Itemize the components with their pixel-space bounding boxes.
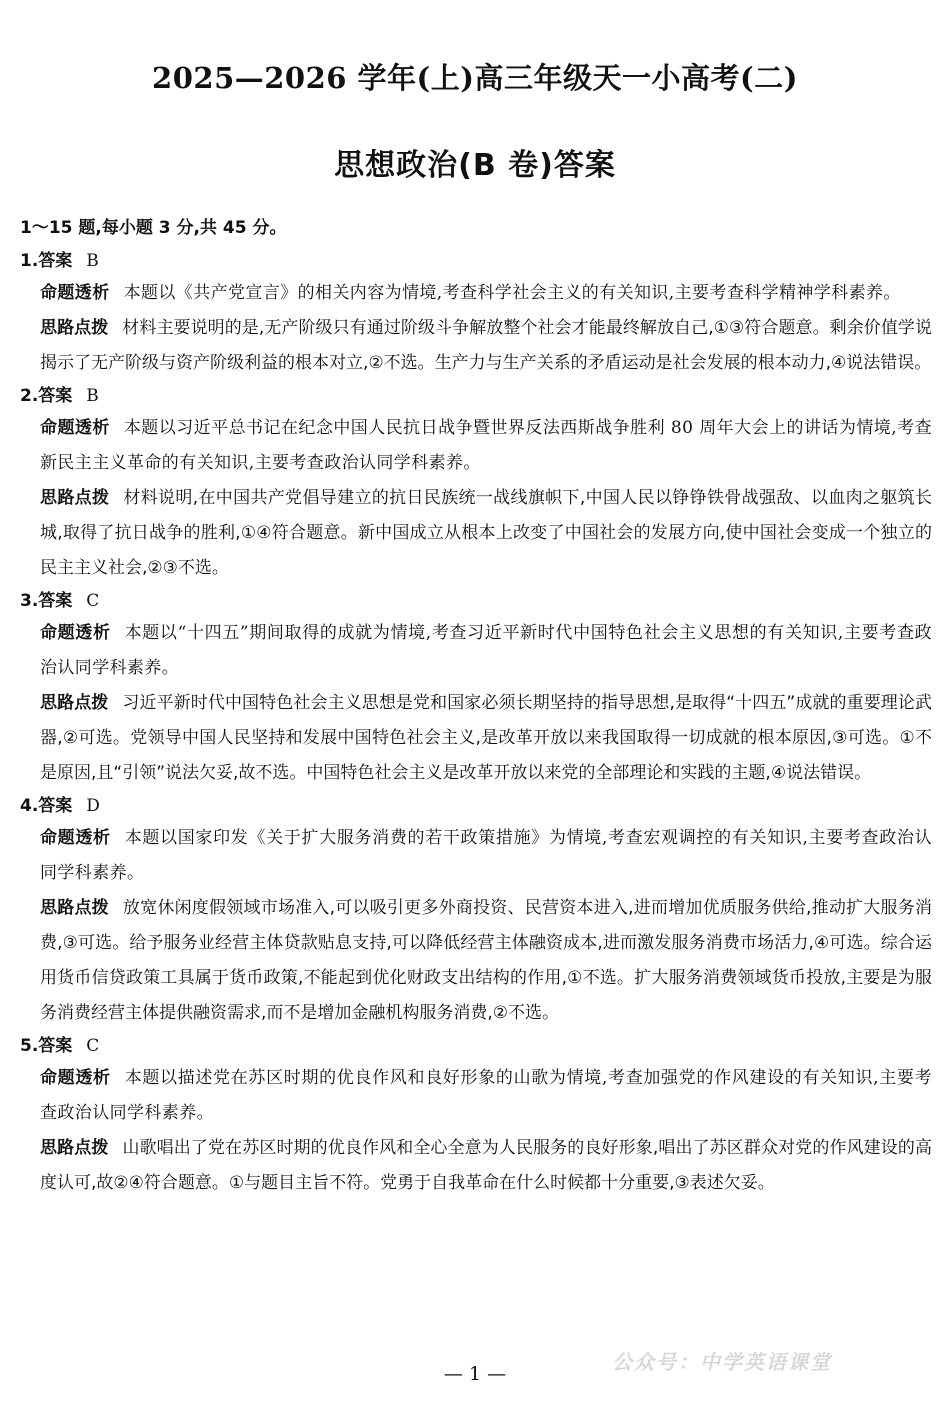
question-number: 2. bbox=[20, 386, 39, 406]
intent-label: 命题透析 bbox=[40, 828, 111, 848]
answer-value: C bbox=[86, 1036, 100, 1056]
analysis-block bbox=[40, 1131, 932, 1201]
analysis-block bbox=[40, 311, 932, 381]
question-item bbox=[20, 1031, 932, 1201]
scoring-intro: 1～15 题,每小题 3 分,共 45 分。 bbox=[20, 218, 287, 238]
analysis-label: 思路点拨 bbox=[40, 693, 109, 713]
analysis-text: 放宽休闲度假领域市场准入,可以吸引更多外商投资、民营资本进入,进而增加优质服务供给,推动扩大服务消费,③可选。给予服务业经营主体贷款贴息支持,可以降低经营主体融资成本,进而激发服务消费市场活力,④可选。综合运用货币信贷政策工具属于货币政策,不能起到优化财政支出结构的作用,①不选。扩大服务消费领域货币投放,主要是为服务消费经营主体提供融资需求,而不是增加金融机构服务消费,②不选。 bbox=[40, 898, 932, 1023]
question-item bbox=[20, 586, 932, 791]
question-item bbox=[20, 246, 932, 381]
exam-title: 2025—2026 学年(上)高三年级天一小高考(二) bbox=[152, 61, 798, 95]
intent-text: 本题以习近平总书记在纪念中国人民抗日战争暨世界反法西斯战争胜利 80 周年大会上的讲话为情境,考查新民主主义革命的有关知识,主要考查政治认同学科素养。 bbox=[40, 418, 932, 473]
analysis-block bbox=[40, 481, 932, 586]
question-number: 3. bbox=[20, 591, 39, 611]
intent-text: 本题以国家印发《关于扩大服务消费的若干政策措施》为情境,考查宏观调控的有关知识,主要考查政治认同学科素养。 bbox=[40, 828, 932, 883]
answer-label: 答案 bbox=[38, 1036, 73, 1056]
intent-block bbox=[40, 276, 932, 311]
analysis-text: 习近平新时代中国特色社会主义思想是党和国家必须长期坚持的指导思想,是取得“十四五”成就的重要理论武器,②可选。党领导中国人民坚持和发展中国特色社会主义,是改革开放以来我国取得一切成就的根本原因,③可选。①不是原因,且“引领”说法欠妥,故不选。中国特色社会主义是改革开放以来党的全部理论和实践的主题,④说法错误。 bbox=[40, 693, 932, 783]
intent-label: 命题透析 bbox=[40, 623, 111, 643]
analysis-label: 思路点拨 bbox=[40, 488, 110, 508]
intent-block bbox=[40, 411, 932, 481]
analysis-text: 材料主要说明的是,无产阶级只有通过阶级斗争解放整个社会才能最终解放自己,①③符合题意。剩余价值学说揭示了无产阶级与资产阶级利益的根本对立,②不选。生产力与生产关系的矛盾运动是社会发展的根本动力,④说法错误。 bbox=[40, 318, 933, 373]
answer-label: 答案 bbox=[38, 386, 73, 406]
page-number: — 1 — bbox=[443, 1363, 507, 1385]
question-number: 1. bbox=[20, 251, 39, 271]
intent-label: 命题透析 bbox=[40, 283, 110, 303]
question-header bbox=[20, 586, 932, 616]
answer-label: 答案 bbox=[38, 796, 73, 816]
analysis-label: 思路点拨 bbox=[40, 1138, 109, 1158]
question-number: 4. bbox=[20, 796, 39, 816]
question-header bbox=[20, 381, 932, 411]
question-header bbox=[20, 246, 932, 276]
question-item bbox=[20, 791, 932, 1031]
analysis-block bbox=[40, 686, 932, 791]
question-header bbox=[20, 791, 932, 821]
intent-label: 命题透析 bbox=[40, 418, 110, 438]
answer-value: D bbox=[86, 796, 100, 816]
analysis-label: 思路点拨 bbox=[40, 898, 109, 918]
intent-block bbox=[40, 1061, 932, 1131]
answer-label: 答案 bbox=[38, 591, 73, 611]
answer-list bbox=[20, 246, 932, 1201]
intent-text: 本题以描述党在苏区时期的优良作风和良好形象的山歌为情境,考查加强党的作风建设的有关知识,主要考查政治认同学科素养。 bbox=[40, 1068, 932, 1123]
question-header bbox=[20, 1031, 932, 1061]
exam-subtitle: 思想政治(B 卷)答案 bbox=[334, 148, 616, 183]
answer-value: B bbox=[86, 251, 99, 271]
intent-block bbox=[40, 821, 932, 891]
intent-text: 本题以《共产党宣言》的相关内容为情境,考查科学社会主义的有关知识,主要考查科学精神学科素养。 bbox=[123, 283, 901, 303]
watermark: 公众号：中学英语课堂 bbox=[612, 1350, 832, 1374]
question-item bbox=[20, 381, 932, 586]
answer-value: B bbox=[86, 386, 99, 406]
question-number: 5. bbox=[20, 1036, 39, 1056]
analysis-block bbox=[40, 891, 932, 1031]
analysis-text: 山歌唱出了党在苏区时期的优良作风和全心全意为人民服务的良好形象,唱出了苏区群众对党的作风建设的高度认可,故②④符合题意。①与题目主旨不符。党勇于自我革命在什么时候都十分重要,③表述欠妥。 bbox=[40, 1138, 933, 1193]
analysis-text: 材料说明,在中国共产党倡导建立的抗日民族统一战线旗帜下,中国人民以铮铮铁骨战强敌、以血肉之躯筑长城,取得了抗日战争的胜利,①④符合题意。新中国成立从根本上改变了中国社会的发展方向,使中国社会变成一个独立的民主主义社会,②③不选。 bbox=[40, 488, 933, 578]
answer-label: 答案 bbox=[38, 251, 73, 271]
intent-label: 命题透析 bbox=[40, 1068, 111, 1088]
answer-value: C bbox=[86, 591, 100, 611]
intent-block bbox=[40, 616, 932, 686]
intent-text: 本题以“十四五”期间取得的成就为情境,考查习近平新时代中国特色社会主义思想的有关知识,主要考查政治认同学科素养。 bbox=[40, 623, 932, 678]
analysis-label: 思路点拨 bbox=[40, 318, 109, 338]
